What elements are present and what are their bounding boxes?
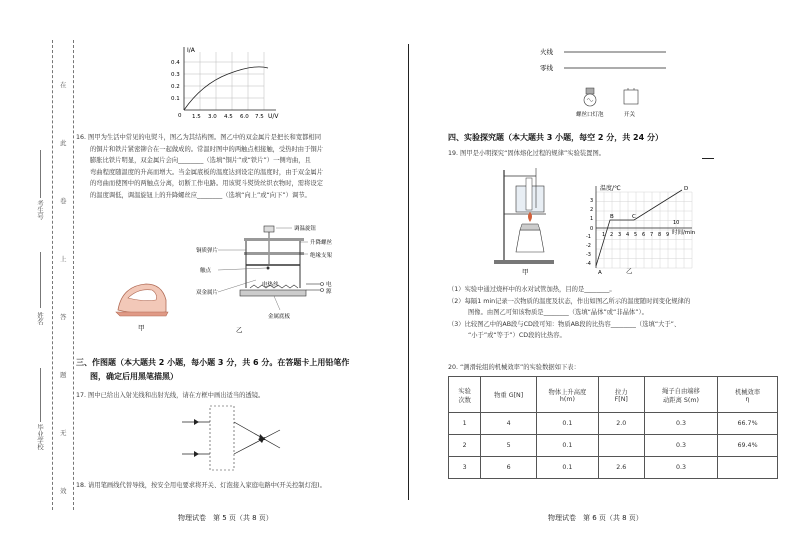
tg-ytick: -4 bbox=[586, 261, 591, 267]
table-row bbox=[449, 457, 778, 479]
efficiency-table bbox=[448, 376, 778, 479]
iu-curve bbox=[184, 67, 268, 110]
iu-xlabel: U/V bbox=[268, 113, 279, 120]
label-contact: 触点 bbox=[200, 268, 212, 274]
tg-xtick: 9 bbox=[666, 232, 670, 238]
label-wire: 电热丝 bbox=[262, 282, 279, 288]
table-cell: 2.6 bbox=[598, 457, 644, 479]
iu-xtick: 6.0 bbox=[240, 114, 249, 120]
bulb-icon bbox=[584, 88, 596, 106]
q19-part-2a: （2）每隔1 min记录一次物质的温度及状态，作出如图乙所示的温度随时间变化规律的 bbox=[448, 297, 691, 305]
tg-xlabel: 时间/min bbox=[672, 230, 696, 236]
table-header-row bbox=[449, 377, 778, 413]
iu-xtick: 1.5 bbox=[192, 114, 201, 120]
table-header: 物重 G[N] bbox=[481, 377, 537, 413]
table-cell: 1 bbox=[449, 413, 481, 435]
iu-graph bbox=[168, 44, 286, 124]
page-divider bbox=[408, 44, 409, 500]
field-line-exam-number bbox=[40, 150, 41, 198]
tg-ytick: 0 bbox=[590, 226, 594, 232]
tg-point-d: D bbox=[684, 186, 689, 192]
tg-point-c: C bbox=[632, 214, 636, 220]
iu-ytick: 0.1 bbox=[171, 96, 180, 102]
iu-xtick: 7.5 bbox=[255, 114, 264, 120]
seal-char: 题 bbox=[60, 371, 67, 379]
q19-part-3b: “小于”或“等于”）CD段的比热容。 bbox=[468, 332, 566, 339]
section-3-title-line: 图，确定后用黑笔描黑） bbox=[90, 372, 178, 381]
label-screw: 升降螺丝 bbox=[310, 240, 333, 246]
tg-xtick: 6 bbox=[642, 232, 646, 238]
fig-label-b: 乙 bbox=[236, 326, 243, 334]
label-switch: 开关 bbox=[624, 112, 636, 118]
label-live-wire: 火线 bbox=[540, 48, 553, 56]
lens-figure bbox=[176, 402, 296, 478]
seal-line-right bbox=[73, 40, 74, 510]
q16-line: 的温度调低，调温旋钮上的升降螺丝应________（选填“向上”或“向下”）调节。 bbox=[90, 191, 311, 199]
section-3-title-line: 三、作图题（本大题共 2 小题，每小题 3 分，共 6 分。在答题卡上用铅笔作 bbox=[76, 358, 350, 367]
q16-line: 的铜片和铁片紧密铆合在一起做成的。常温时图中的两触点相接触，受热时由于铜片 bbox=[90, 145, 323, 153]
iu-ytick: 0.3 bbox=[171, 72, 180, 78]
seal-char: 无 bbox=[60, 429, 67, 437]
tg-point-a: A bbox=[598, 270, 602, 276]
tg-point-b: B bbox=[610, 214, 614, 220]
tg-ytick: 3 bbox=[590, 198, 594, 204]
table-header: 绳子自由端移 动距离 S(m) bbox=[644, 377, 717, 413]
table-cell: 5 bbox=[481, 435, 537, 457]
label-name: 姓名 bbox=[36, 312, 44, 325]
table-row bbox=[449, 413, 778, 435]
table-cell: 66.7% bbox=[718, 413, 778, 435]
tg-ylabel: 温度/℃ bbox=[600, 185, 621, 192]
question-16 bbox=[76, 132, 396, 201]
field-line-name bbox=[40, 252, 41, 308]
q19-part-1: （1）实验中通过烧杯中的水对试管加热，目的是________。 bbox=[448, 286, 616, 293]
tg-xtick: 7 bbox=[650, 232, 654, 238]
q16-line: 的弯曲而使图中的两触点分离，切断工作电路。用该熨斗熨烫丝织衣物时，需将设定 bbox=[90, 180, 323, 187]
tg-ytick: -2 bbox=[586, 243, 591, 249]
label-exam-number: 考生号 bbox=[36, 200, 44, 220]
iu-xtick: 3.0 bbox=[208, 114, 217, 120]
fig19-label-b: 乙 bbox=[626, 267, 633, 275]
table-row bbox=[449, 435, 778, 457]
iron-figure bbox=[112, 272, 172, 332]
iu-xtick: 4.5 bbox=[224, 114, 233, 120]
temperature-time-graph bbox=[586, 180, 714, 282]
label-power-1: 电 bbox=[326, 282, 332, 288]
q19-intro: 19. 图甲是小明探究“固体熔化过程的规律”实验装置图。 bbox=[448, 150, 606, 157]
table-cell: 0.1 bbox=[537, 435, 599, 457]
seal-line-left bbox=[52, 40, 53, 510]
tg-xtick: 3 bbox=[618, 232, 622, 238]
field-line-school bbox=[40, 368, 41, 422]
label-power-2: 源 bbox=[326, 289, 332, 295]
seal-char: 此 bbox=[60, 139, 67, 147]
table-cell: 0.3 bbox=[644, 413, 717, 435]
table-header: 物体上升高度 h(m) bbox=[537, 377, 599, 413]
melting-apparatus bbox=[490, 164, 562, 276]
tg-xtick: 4 bbox=[626, 232, 630, 238]
table-cell: 69.4% bbox=[718, 435, 778, 457]
lens-box bbox=[210, 406, 234, 470]
label-insulator: 绝缘支架 bbox=[310, 253, 333, 259]
label-base: 金属底板 bbox=[268, 314, 291, 320]
iron-structure-diagram bbox=[196, 224, 372, 336]
q19-part-3a: （3）比较图乙中的AB段与CD段可知：物质AB段的比热容________（选填“大于”、 bbox=[448, 320, 681, 328]
iu-ytick: 0.2 bbox=[171, 84, 180, 90]
section-3-title bbox=[76, 356, 396, 384]
tg-xtick: 1 bbox=[602, 232, 606, 238]
table-cell: 4 bbox=[481, 413, 537, 435]
table-header: 实验 次数 bbox=[449, 377, 481, 413]
table-header: 机械效率 η bbox=[718, 377, 778, 413]
tg-ytick: 2 bbox=[590, 207, 594, 213]
seal-char: 效 bbox=[60, 487, 67, 495]
tg-xtick: 8 bbox=[658, 232, 662, 238]
tg-ytick: -3 bbox=[586, 252, 591, 258]
tg-ytick: -1 bbox=[586, 234, 591, 240]
seal-char: 在 bbox=[60, 81, 67, 89]
footer-page-6: 物理试卷 第 6 页（共 8 页） bbox=[548, 514, 643, 522]
table-cell: 0.1 bbox=[537, 457, 599, 479]
label-knob: 调温旋钮 bbox=[294, 226, 317, 232]
question-18: 18. 请用笔画线代替导线，按安全用电要求将开关、灯泡接入家庭电路中(开关控制灯泡)。 bbox=[76, 482, 326, 489]
table-cell: 0.3 bbox=[644, 457, 717, 479]
iu-ylabel: I/A bbox=[187, 47, 195, 54]
iu-ytick: 0 bbox=[178, 113, 182, 119]
q16-line: 16. 图甲为生活中常见的电熨斗，图乙为其结构图。图乙中的双金属片是把长和宽都相同 bbox=[76, 134, 322, 141]
q19-mark bbox=[702, 158, 714, 159]
q16-line: 膨胀比铁片明显，双金属片会向________（选填“铜片”或“铁片”）一侧弯曲，且 bbox=[90, 157, 311, 164]
label-neutral-wire: 零线 bbox=[540, 64, 553, 72]
question-17: 17. 图中已给出入射光线和出射光线，请在方框中画出适当的透镜。 bbox=[76, 392, 265, 399]
table-cell: 6 bbox=[481, 457, 537, 479]
table-cell: 3 bbox=[449, 457, 481, 479]
table-cell: 2 bbox=[449, 435, 481, 457]
tg-xtick: 2 bbox=[610, 232, 614, 238]
seal-char: 上 bbox=[60, 255, 67, 263]
label-lamp: 螺丝口灯泡 bbox=[576, 112, 604, 118]
iu-ytick: 0.4 bbox=[171, 60, 180, 66]
table-cell: 2.0 bbox=[598, 413, 644, 435]
tg-xtick: 10 bbox=[673, 220, 680, 226]
table-header: 拉力 F[N] bbox=[598, 377, 644, 413]
label-bimetal: 双金属片 bbox=[196, 290, 219, 296]
table-cell bbox=[598, 435, 644, 457]
section-4-title: 四、实验探究题（本大题共 3 小题，每空 2 分，共 24 分） bbox=[448, 133, 663, 142]
table-cell bbox=[718, 457, 778, 479]
seal-char: 答 bbox=[60, 313, 67, 321]
table-cell: 0.3 bbox=[644, 435, 717, 457]
q20-intro: 20. “测滑轮组的机械效率”的实验数据如下表： bbox=[448, 364, 580, 371]
footer-page-5: 物理试卷 第 5 页（共 8 页） bbox=[178, 514, 273, 522]
q16-line: 弯曲程度随温度的升高而增大。当金属底板的温度达到设定的温度时，由于双金属片 bbox=[90, 168, 323, 176]
switch-icon bbox=[624, 88, 638, 104]
tg-xtick: 5 bbox=[634, 232, 638, 238]
fig-label-a: 甲 bbox=[138, 324, 145, 332]
q19-part-2b: 图像。由图乙可知该物质是________（选填“晶体”或“非晶体”）。 bbox=[468, 309, 648, 316]
label-copper: 铜质弹片 bbox=[196, 248, 219, 254]
household-circuit bbox=[540, 44, 674, 124]
table-cell: 0.1 bbox=[537, 413, 599, 435]
question-19-parts bbox=[448, 284, 778, 342]
seal-char: 卷 bbox=[60, 197, 67, 205]
tg-ytick: 1 bbox=[590, 216, 594, 222]
fig19-label-a: 甲 bbox=[522, 268, 529, 276]
label-school: 毕业学校 bbox=[36, 424, 44, 450]
